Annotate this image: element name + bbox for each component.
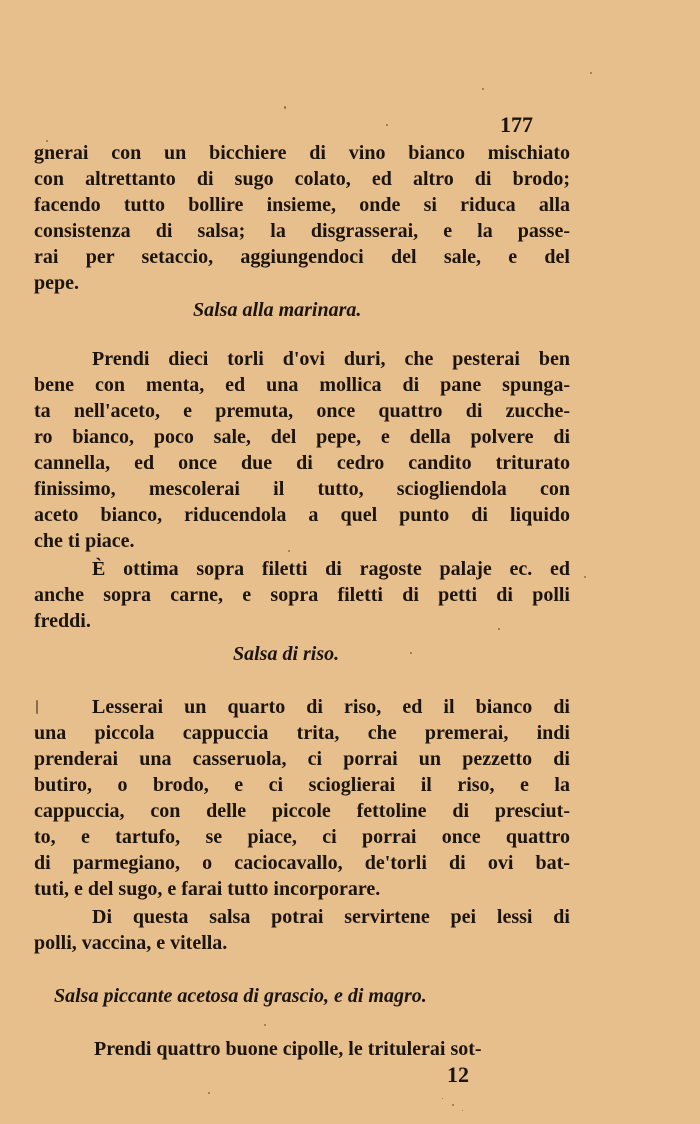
text-line: butiro, o brodo, e ci scioglierai il riso, e la (34, 774, 570, 796)
section-heading-riso: Salsa di riso. (233, 643, 340, 665)
scan-speck (442, 1098, 443, 1099)
scan-speck (482, 88, 484, 90)
scan-speck (46, 140, 48, 142)
text-line: con altrettanto di sugo colato, ed altro di brodo; (34, 168, 570, 190)
text-line: cannella, ed once due di cedro candito triturato (34, 452, 570, 474)
text-line: una piccola cappuccia trita, che premerai, indi (34, 722, 570, 744)
text-line: Prendi dieci torli d'ovi duri, che pesterai ben (92, 348, 570, 370)
scan-speck (584, 576, 586, 578)
text-line: facendo tutto bollire insieme, onde si riduca alla (34, 194, 570, 216)
text-line: aceto bianco, riducendola a quel punto di liquido (34, 504, 570, 526)
text-line: rai per setaccio, aggiungendoci del sale, e del (34, 246, 570, 268)
scan-speck (590, 72, 592, 74)
scan-speck (264, 1024, 266, 1026)
text-line: Prendi quattro buone cipolle, le tritulerai sot- (94, 1038, 482, 1060)
text-line: di parmegiano, o caciocavallo, de'torli di ovi bat- (34, 852, 570, 874)
text-line: prenderai una casseruola, ci porrai un pezzetto di (34, 748, 570, 770)
text-line: finissimo, mescolerai il tutto, sciogliendola con (34, 478, 570, 500)
scan-speck (288, 550, 290, 552)
text-line: polli, vaccina, e vitella. (34, 932, 228, 954)
scan-speck (410, 652, 412, 654)
text-line: anche sopra carne, e sopra filetti di petti di polli (34, 584, 570, 606)
scan-speck (36, 700, 38, 714)
text-line: freddi. (34, 610, 91, 632)
section-heading-piccante: Salsa piccante acetosa di grascio, e di magro. (54, 985, 427, 1007)
text-line: che ti piace. (34, 530, 135, 552)
text-line: ro bianco, poco sale, del pepe, e della polvere di (34, 426, 570, 448)
text-line: bene con menta, ed una mollica di pane spunga- (34, 374, 570, 396)
scan-speck (498, 628, 500, 630)
text-line: ta nell'aceto, e premuta, once quattro di zucche- (34, 400, 570, 422)
text-line: cappuccia, con delle piccole fettoline di presciut- (34, 800, 570, 822)
scan-speck (208, 1092, 210, 1094)
text-line: gnerai con un bicchiere di vino bianco mischiato (34, 142, 570, 164)
text-line: Di questa salsa potrai servirtene pei lessi di (92, 906, 570, 928)
signature-mark: 12 (447, 1062, 469, 1087)
section-heading-marinara: Salsa alla marinara. (193, 299, 362, 321)
text-line: tuti, e del sugo, e farai tutto incorporare. (34, 878, 381, 900)
scan-speck (452, 1104, 454, 1106)
scan-speck (462, 1110, 463, 1111)
text-line: consistenza di salsa; la disgrasserai, e la passe- (34, 220, 570, 242)
scan-speck (386, 124, 388, 126)
text-line: to, e tartufo, se piace, ci porrai once quattro (34, 826, 570, 848)
text-line: Lesserai un quarto di riso, ed il bianco di (92, 696, 570, 718)
page-number: 177 (500, 112, 533, 137)
scan-speck (284, 106, 286, 109)
text-line: pepe. (34, 272, 79, 294)
text-line: È ottima sopra filetti di ragoste palaje ec. ed (92, 558, 570, 580)
